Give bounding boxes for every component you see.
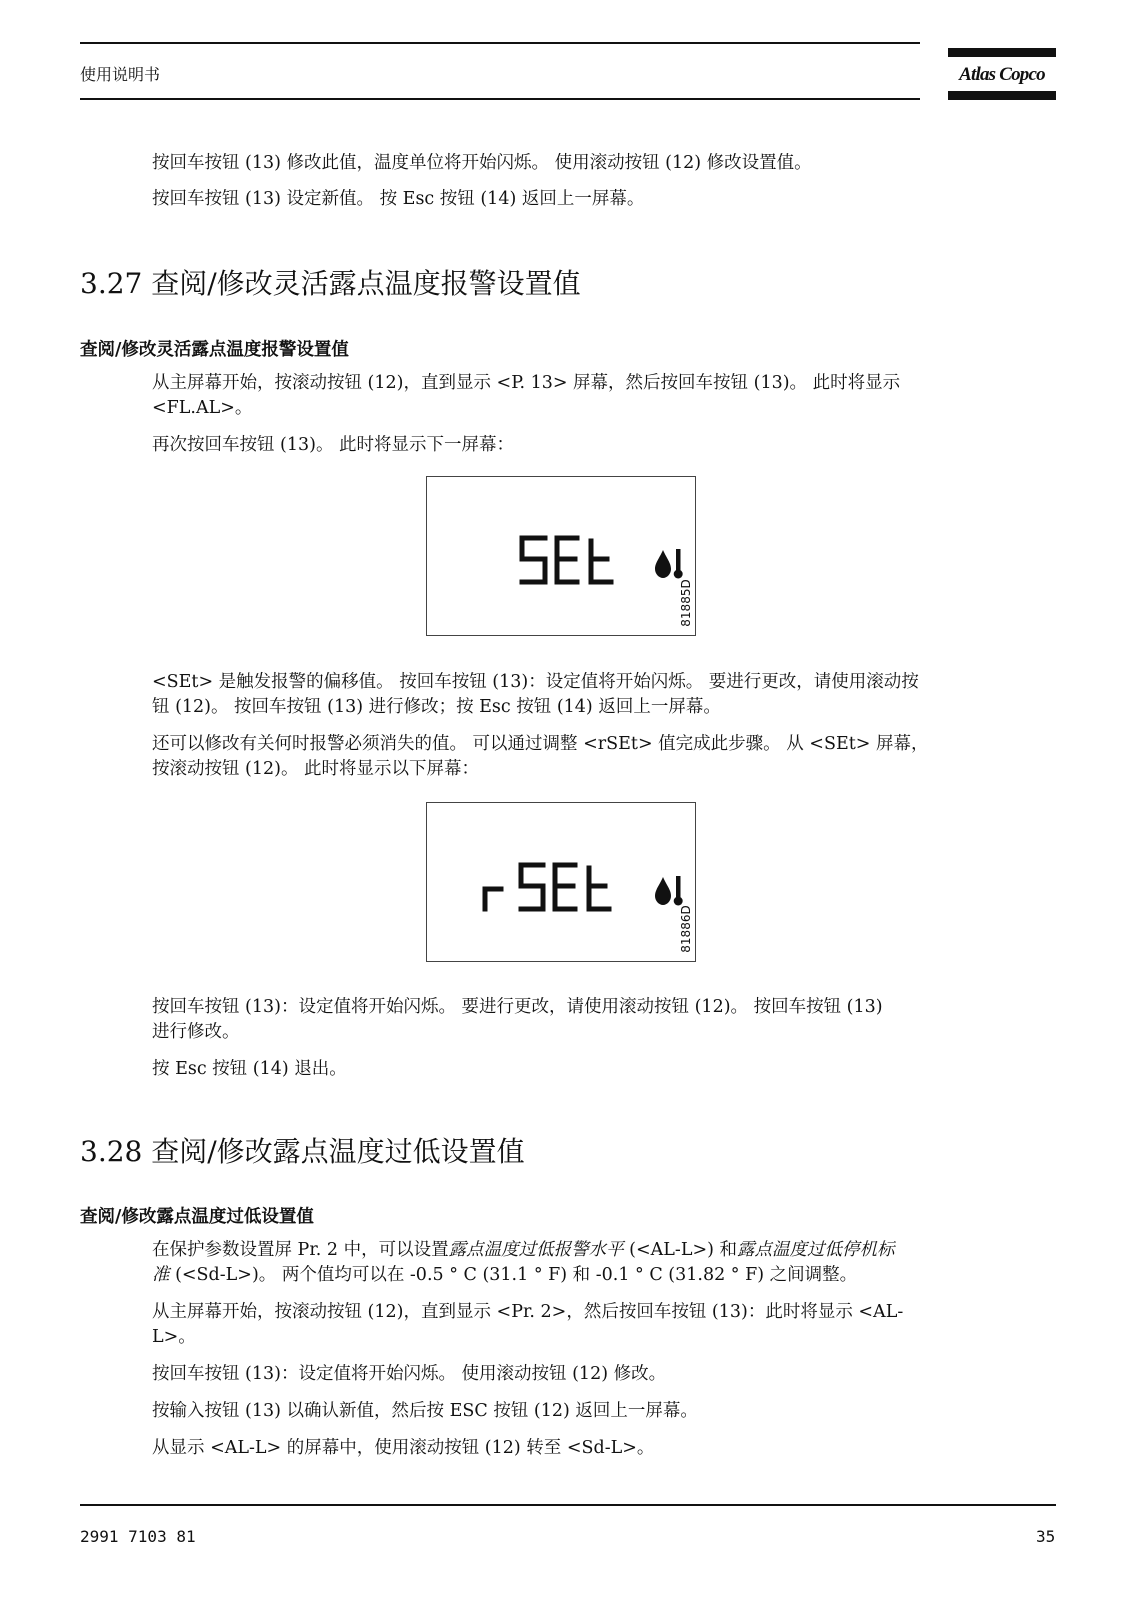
section-subheading-3-28: 查阅/修改露点温度过低设置值 [80, 1207, 314, 1227]
lcd-rset-segments [427, 803, 697, 963]
figure-code-81885d: 81885D [679, 579, 693, 627]
paragraph-327-3-line-1: <SEt> 是触发报警的偏移值。 按回车按钮 (13)：设定值将开始闪烁。 要进行更改，请使用滚动按 [152, 672, 919, 692]
lcd-set-segments [427, 477, 697, 637]
paragraph-327-1-line-2: <FL.AL>。 [152, 398, 253, 418]
paragraph-328-2-line-2: L>。 [152, 1327, 196, 1347]
paragraph-328-2-line-1: 从主屏幕开始，按滚动按钮 (12)，直到显示 <Pr. 2>，然后按回车按钮 (13)：此时将显示 <AL- [152, 1302, 904, 1322]
segment-letter-r [485, 889, 501, 909]
paragraph-327-6: 按 Esc 按钮 (14) 退出。 [152, 1059, 347, 1079]
paragraph-327-3-line-2: 钮 (12)。 按回车按钮 (13) 进行修改；按 Esc 按钮 (14) 返回上一屏幕。 [152, 697, 721, 717]
header-rule-top [80, 42, 920, 44]
paragraph-328-3: 按回车按钮 (13)：设定值将开始闪烁。 使用滚动按钮 (12) 修改。 [152, 1364, 667, 1384]
section-heading-3-27: 3.27 查阅/修改灵活露点温度报警设置值 [80, 267, 581, 300]
header-label: 使用说明书 [80, 65, 161, 84]
paragraph-327-5-line-2: 进行修改。 [152, 1022, 240, 1042]
paragraph-327-2: 再次按回车按钮 (13)。 此时将显示下一屏幕： [152, 435, 515, 455]
footer-rule [80, 1504, 1056, 1506]
paragraph-327-4-line-2: 按滚动按钮 (12)。 此时将显示以下屏幕： [152, 759, 480, 779]
paragraph-327-4-line-1: 还可以修改有关何时报警必须消失的值。 可以通过调整 <rSEt> 值完成此步骤。 从 <SEt> 屏幕， [152, 734, 929, 754]
logo-text: Atlas Copco [959, 64, 1045, 85]
paragraph-328-5: 从显示 <AL-L> 的屏幕中，使用滚动按钮 (12) 转至 <Sd-L>。 [152, 1438, 655, 1458]
segment-letter-s [522, 538, 545, 582]
section-heading-3-28: 3.28 查阅/修改露点温度过低设置值 [80, 1135, 525, 1168]
footer-page-number: 35 [1036, 1527, 1056, 1546]
segment-letter-s [521, 865, 543, 909]
paragraph-328-4: 按输入按钮 (13) 以确认新值，然后按 ESC 按钮 (12) 返回上一屏幕。 [152, 1401, 698, 1421]
figure-code-81886d: 81886D [679, 905, 693, 953]
atlas-copco-logo [948, 48, 1056, 100]
intro-paragraph-1: 按回车按钮 (13) 修改此值，温度单位将开始闪烁。 使用滚动按钮 (12) 修改设置值。 [152, 153, 812, 173]
header-rule-bottom [80, 98, 920, 100]
segment-letter-e [555, 865, 575, 909]
footer-document-number: 2991 7103 81 [80, 1527, 196, 1546]
lcd-display-rset [426, 802, 696, 962]
paragraph-328-1-line-2: 准 (<Sd-L>)。 两个值均可以在 -0.5 ° C (31.1 ° F) 和 -0.1 ° C (31.82 ° F) 之间调整。 [152, 1265, 858, 1285]
intro-paragraph-2: 按回车按钮 (13) 设定新值。 按 Esc 按钮 (14) 返回上一屏幕。 [152, 189, 645, 209]
section-subheading-3-27: 查阅/修改灵活露点温度报警设置值 [80, 340, 349, 360]
segment-letter-e [557, 538, 577, 582]
segment-letter-t [591, 541, 611, 582]
lcd-display-set [426, 476, 696, 636]
segment-letter-t [589, 868, 609, 909]
paragraph-327-1-line-1: 从主屏幕开始，按滚动按钮 (12)，直到显示 <P. 13> 屏幕，然后按回车按钮 (13)。 此时将显示 [152, 373, 901, 393]
paragraph-328-1-line-1: 在保护参数设置屏 Pr. 2 中，可以设置露点温度过低报警水平 (<AL-L>) 和露点温度过低停机标 [152, 1240, 895, 1260]
paragraph-327-5-line-1: 按回车按钮 (13)：设定值将开始闪烁。 要进行更改，请使用滚动按钮 (12)。 按回车按钮 (13) [152, 997, 883, 1017]
